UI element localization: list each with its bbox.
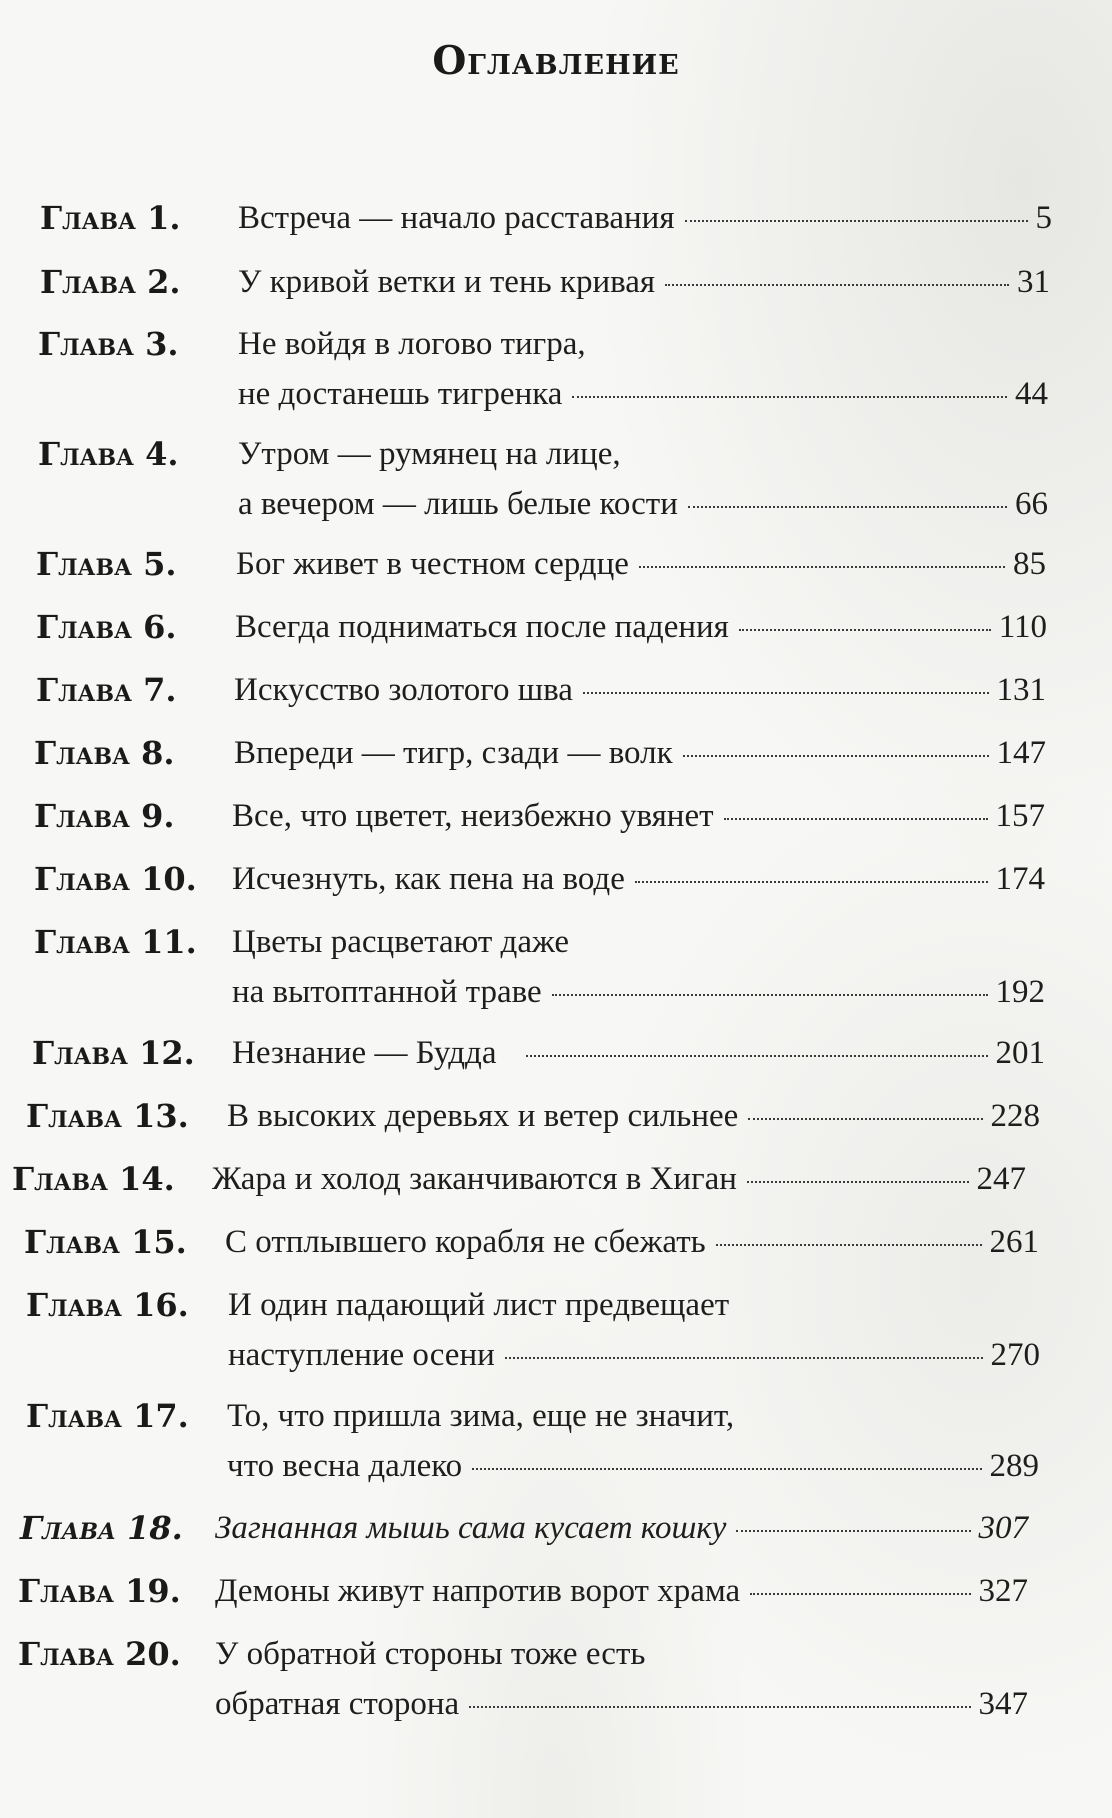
chapter-title-continued: что весна далеко (227, 1448, 463, 1484)
chapter-title: В высоких деревьях и ветер сильнее (227, 1098, 739, 1134)
chapter-title: С отплывшего корабля не сбежать (225, 1224, 706, 1260)
chapter-title-line (215, 1684, 1028, 1724)
chapter-title-line (234, 733, 1046, 773)
chapter-title: Цветы расцветают даже (232, 924, 570, 960)
chapter-title-line (215, 1571, 1028, 1611)
page-number: 66 (1015, 486, 1048, 522)
chapter-title-line (232, 1033, 1045, 1073)
leader-dots (685, 220, 1028, 222)
chapter-title-line (227, 1096, 1040, 1136)
chapter-title-line (238, 374, 1048, 414)
leader-dots (747, 1181, 969, 1183)
leader-dots (572, 396, 1007, 398)
page-number: 347 (978, 1686, 1028, 1722)
page-number: 131 (996, 672, 1046, 708)
leader-dots (469, 1706, 970, 1708)
chapter-label: Глава 8. (34, 734, 175, 772)
chapter-label: Глава 13. (26, 1097, 189, 1135)
chapter-label: Глава 14. (12, 1160, 175, 1198)
chapter-title-continued: обратная сторона (215, 1686, 460, 1722)
chapter-label: Глава 18. (20, 1509, 183, 1547)
chapter-title-line (238, 434, 621, 474)
leader-dots (552, 994, 988, 996)
chapter-title-line (232, 922, 569, 962)
chapter-label: Глава 4. (38, 435, 179, 473)
chapter-title-line (225, 1222, 1039, 1262)
page-number: 201 (995, 1035, 1045, 1071)
leader-dots (583, 692, 989, 694)
page-number: 192 (995, 974, 1045, 1010)
leader-dots (748, 1118, 982, 1120)
chapter-title: Впереди — тигр, сзади — волк (234, 735, 673, 771)
leader-dots (639, 566, 1005, 568)
chapter-title: Утром — румянец на лице, (238, 436, 621, 472)
chapter-title-line (238, 324, 586, 364)
page-number: 5 (1035, 200, 1052, 236)
chapter-title-line (228, 1285, 729, 1325)
chapter-title-line (238, 198, 1052, 238)
leader-dots (750, 1593, 970, 1595)
leader-dots (736, 1530, 970, 1532)
chapter-title: Бог живет в честном сердце (236, 546, 629, 582)
page-number: 261 (989, 1224, 1039, 1260)
page-number: 247 (976, 1161, 1026, 1197)
chapter-title-line (236, 544, 1046, 584)
chapter-title-continued: наступление осени (228, 1337, 495, 1373)
chapter-title-line (227, 1396, 734, 1436)
leader-dots (472, 1468, 981, 1470)
chapter-title: У кривой ветки и тень кривая (238, 264, 656, 300)
chapter-title: То, что пришла зима, еще не значит, (227, 1398, 735, 1434)
leader-dots (739, 629, 991, 631)
chapter-title-line (228, 1335, 1040, 1375)
leader-dots (665, 284, 1009, 286)
leader-dots (724, 818, 988, 820)
chapter-title: Исчезнуть, как пена на воде (232, 861, 625, 897)
page-number: 44 (1015, 376, 1048, 412)
chapter-title-line (235, 607, 1047, 647)
chapter-title-line (227, 1446, 1039, 1486)
chapter-title-line (232, 796, 1045, 836)
chapter-title: Всегда подниматься после падения (235, 609, 729, 645)
chapter-label: Глава 6. (36, 608, 177, 646)
chapter-label: Глава 3. (38, 325, 179, 363)
chapter-title-line (215, 1634, 645, 1674)
chapter-title-line (238, 262, 1050, 302)
chapter-label: Глава 16. (26, 1286, 189, 1324)
chapter-title-continued: а вечером — лишь белые кости (238, 486, 678, 522)
page-number: 327 (978, 1573, 1028, 1609)
page-number: 157 (995, 798, 1045, 834)
page-number: 85 (1013, 546, 1046, 582)
chapter-title-continued: на вытоптанной траве (232, 974, 542, 1010)
chapter-label: Глава 9. (34, 797, 175, 835)
chapter-label: Глава 7. (36, 671, 177, 709)
leader-dots (688, 506, 1007, 508)
leader-dots (526, 1055, 987, 1057)
chapter-label: Глава 12. (32, 1034, 195, 1072)
page-number: 307 (978, 1510, 1028, 1546)
page-number: 270 (990, 1337, 1040, 1373)
chapter-title: У обратной стороны тоже есть (215, 1636, 646, 1672)
leader-dots (716, 1244, 982, 1246)
chapter-title-line (212, 1159, 1026, 1199)
chapter-label: Глава 5. (36, 545, 177, 583)
chapter-label: Глава 20. (18, 1635, 181, 1673)
chapter-title-line (232, 859, 1045, 899)
page-number: 147 (996, 735, 1046, 771)
page-number: 174 (995, 861, 1045, 897)
chapter-title: Не войдя в логово тигра, (238, 326, 586, 362)
chapter-title-continued: не достанешь тигренка (238, 376, 563, 412)
page-number: 289 (989, 1448, 1039, 1484)
chapter-title: Искусство золотого шва (234, 672, 573, 708)
chapter-label: Глава 15. (24, 1223, 187, 1261)
chapter-title-line (238, 484, 1048, 524)
leader-dots (635, 881, 988, 883)
page-number: 31 (1017, 264, 1050, 300)
chapter-title: Незнание — Будда (232, 1035, 497, 1071)
chapter-title-line (234, 670, 1046, 710)
chapter-title: Все, что цветет, неизбежно увянет (232, 798, 714, 834)
chapter-label: Глава 19. (18, 1572, 181, 1610)
chapter-title: Встреча — начало расставания (238, 200, 675, 236)
chapter-label: Глава 10. (34, 860, 197, 898)
chapter-label: Глава 17. (26, 1397, 189, 1435)
chapter-title: Загнанная мышь сама кусает кошку (215, 1510, 727, 1546)
chapter-title-line (215, 1508, 1028, 1548)
chapter-title: Демоны живут напротив ворот храма (215, 1573, 741, 1609)
page-number: 110 (998, 609, 1047, 645)
leader-dots (505, 1357, 983, 1359)
chapter-title: Жара и холод заканчиваются в Хиган (212, 1161, 737, 1197)
chapter-label: Глава 2. (40, 263, 181, 301)
page-title: Оглавление (432, 38, 680, 84)
chapter-label: Глава 11. (34, 923, 197, 961)
chapter-title-line (232, 972, 1045, 1012)
chapter-label: Глава 1. (40, 199, 181, 237)
leader-dots (683, 755, 989, 757)
chapter-title: И один падающий лист предвещает (228, 1287, 730, 1323)
page-number: 228 (990, 1098, 1040, 1134)
